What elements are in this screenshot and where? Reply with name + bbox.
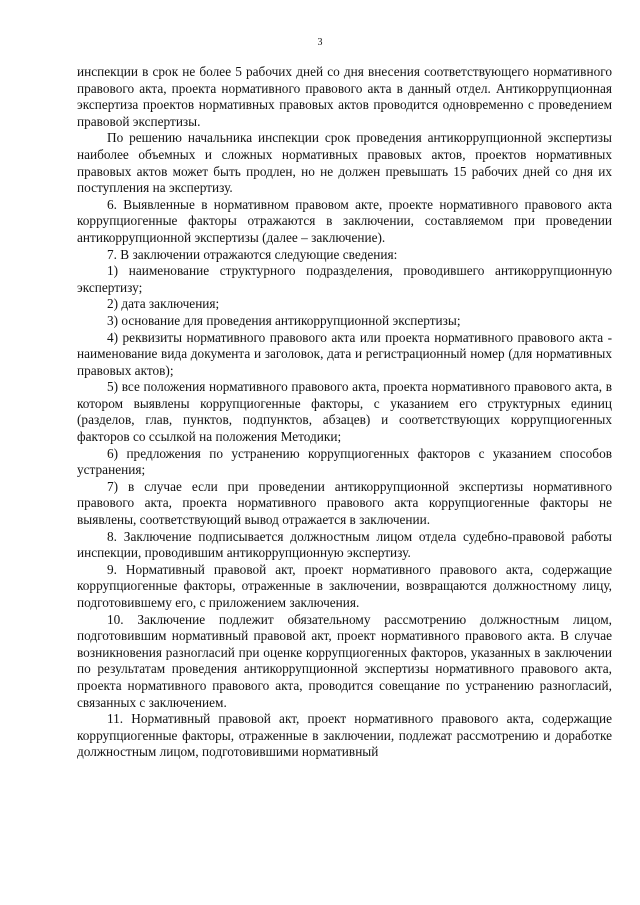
paragraph-item-8: 8. Заключение подписывается должностным лицом отдела судебно-правовой работы инспекции, проводившим антикоррупционную экспертизу. (77, 528, 612, 561)
paragraph-continuation: инспекции в срок не более 5 рабочих дней со дня внесения соответствующего нормативного правового акта, проекта нормативного правового акта в данный отдел. Антикоррупционная экспертиза проектов нормативных правовых актов проводится одновременно с проведением правовой экспертизы. (77, 64, 612, 129)
subitem-4: 4) реквизиты нормативного правового акта или проекта нормативного правового акта - наименование вида документа и заголовок, дата и регистрационный номер (для нормативных правовых актов); (77, 329, 612, 378)
paragraph-item-10: 10. Заключение подлежит обязательному рассмотрению должностным лицом, подготовившим нормативный правовой акт, проект нормативного правового акта. В случае возникновения разногласий при оценке коррупциогенных факторов, указанных в заключении по результатам проведения антикоррупционной экспертизы нормативного правового акта, проекта нормативного правового акта, проводится совещание по устранению разногласий, связанных с заключением. (77, 611, 612, 710)
paragraph-item-6: 6. Выявленные в нормативном правовом акте, проекте нормативного правового акта коррупциогенные факторы отражаются в заключении, составляемом при проведении антикоррупционной экспертизы (далее – заключение). (77, 196, 612, 245)
subitem-6: 6) предложения по устранению коррупциогенных факторов с указанием способов устранения; (77, 445, 612, 478)
subitem-2: 2) дата заключения; (107, 296, 220, 312)
document-body (77, 64, 612, 761)
paragraph-extension-term: По решению начальника инспекции срок проведения антикоррупционной экспертизы наиболее объемных и сложных нормативных правовых актов, проектов нормативных правовых актов может быть продлен, но не должен превышать 15 рабочих дней со дня их поступления на экспертизу. (77, 130, 612, 196)
subitem-5: 5) все положения нормативного правового акта, проекта нормативного правового акта, в котором выявлены коррупциогенные факторы, с указанием его структурных единиц (разделов, глав, пунктов, подпунктов, абзацев) и соответствующих коррупциогенных факторов со ссылкой на положения Методики; (77, 379, 612, 445)
page-number: 3 (317, 37, 323, 48)
paragraph-item-9: 9. Нормативный правовой акт, проект нормативного правового акта, содержащие коррупциогенные факторы, отраженные в заключении, возвращаются должностному лицу, подготовившему его, с приложением заключения. (77, 561, 612, 610)
subitem-1: 1) наименование структурного подразделения, проводившего антикоррупционную экспертизу; (77, 263, 612, 295)
paragraph-item-7: 7. В заключении отражаются следующие сведения: (107, 246, 398, 262)
subitem-3: 3) основание для проведения антикоррупционной экспертизы; (107, 312, 461, 328)
paragraph-item-11: 11. Нормативный правовой акт, проект нормативного правового акта, содержащие коррупциогенные факторы, отраженные в заключении, подлежат рассмотрению и доработке должностным лицом, подготовившими нормативный (77, 711, 612, 760)
subitem-7: 7) в случае если при проведении антикоррупционной экспертизы нормативного правового акта, проекта нормативного правового акта коррупциогенные факторы не выявлены, соответствующий вывод отражается в заключении. (77, 478, 612, 528)
